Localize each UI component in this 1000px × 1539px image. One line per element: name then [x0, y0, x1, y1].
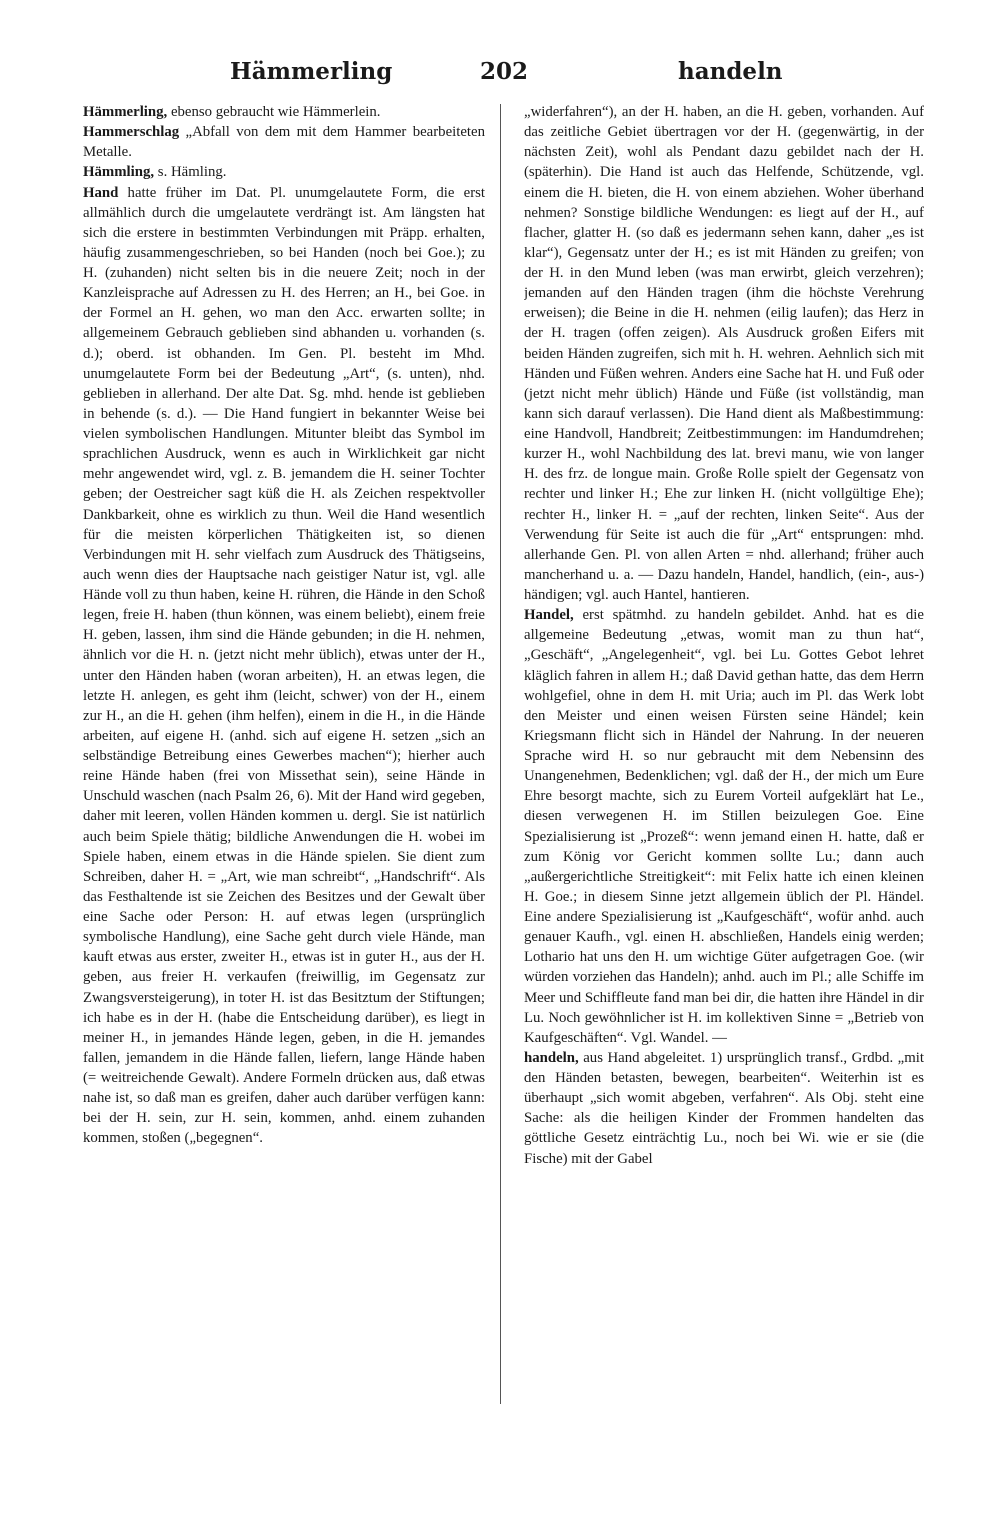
page-number: 202	[480, 58, 529, 85]
header-left-catchword: Hämmerling	[230, 58, 393, 85]
header-right-catchword: handeln	[678, 58, 783, 85]
dictionary-entry	[83, 122, 485, 162]
dictionary-entry	[524, 605, 924, 1048]
entry-lemma: Handel,	[524, 607, 574, 624]
entry-lemma: Hammerschlag	[83, 124, 180, 141]
column-divider	[500, 104, 501, 1404]
dictionary-entry	[524, 1048, 924, 1169]
entry-text: aus Hand abgeleitet. 1) ursprünglich transf., Grdbd. „mit den Händen betasten, bewegen, bearbeiten“. Weiterhin ist es überhaupt „sich womit abgeben, verfahren“. Als Obj. steht eine Sache: als die heiligen Kinder der Frommen handelten das göttliche Gesetz einträchtig Lu., noch bei Wi. wie er sie (die Fische) mit der Gabel	[524, 1049, 924, 1167]
entry-lemma: handeln,	[524, 1049, 579, 1066]
entry-lemma: Hand	[83, 184, 119, 201]
page-header	[80, 58, 940, 98]
entry-text: ebenso gebraucht wie Hämmerlein.	[167, 104, 381, 120]
dictionary-entry	[83, 183, 485, 1149]
left-column	[83, 102, 485, 1412]
dictionary-entry-continuation	[524, 102, 924, 605]
entry-text: „widerfahren“), an der H. haben, an die H. geben, vorhanden. Auf das zeitliche Gebiet übertragen vor der H. (gegenwärtig, in der nächsten Zeit), wohl als Pendant dazu gebildet nach der H. (späterhin). Die Hand ist auch das Helfende, Schützende, vgl. einem die H. bieten, die H. von einem abziehen. Woher überhand nehmen? Sonstige bildliche Wendungen: es liegt auf der H., auf flacher, glatter H. (so daß es jedermann sehen kann, daher „es ist klar“), Gegensatz unter der H.; es ist mit Händen zu greifen; von der H. in den Mund leben (was man erwirbt, gleich verzehren); jemanden auf den Händen tragen (ihm die höchste Verehrung erweisen); die Beine in die H. nehmen (eilig laufen); das Herz in der H. tragen (offen zeigen). Als Ausdruck großen Eifers mit beiden Händen zugreifen, sich mit h. H. wehren. Aehnlich sich mit Händen und Füßen wehren. Anders eine Sache hat H. und Fuß oder (jetzt nicht mehr üblich) Hände und Füße (ist vollständig, man kann sich darauf verlassen). Die Hand dient als Maßbestimmung: eine Handvoll, Handbreit; Zeitbestimmungen: im Handumdrehen; kurzer H., wohl Nachbildung des lat. brevi manu, wie von langer H. des frz. de longue main. Große Rolle spielt der Gegensatz von rechter und linker H.; Ehe zur linken H. (nicht vollgültige Ehe); rechter H., linker H. = „auf der rechten, linken Seite“. Aus der Verwendung für Seite ist auch die für „Art“ entsprungen: mhd. allerhande Gen. Pl. von allen Arten = nhd. allerhand; früher auch mancherhand u. a. — Dazu handeln, Handel, handlich, (ein-, aus-) händigen; vgl. auch Hantel, hantieren.	[524, 104, 924, 603]
entry-text: erst spätmhd. zu handeln gebildet. Anhd. hat es die allgemeine Bedeutung „etwas, womit man zu thun hat“, „Geschäft“, „Angelegenheit“, vgl. bei Lu. Gottes Gebot lehret kläglich fahren in allem H.; daß David gethan hatte, das dem Herrn wohlgefiel, ohne in dem H. mit Uria; auch im Pl. das Werk lobt den Meister und einen weisen Fürsten seine Händel; kein Kriegsmann flicht sich in Händel der Nahrung. In der neueren Sprache wird H. so nur gebraucht mit dem Nebensinn des Unangenehmen, Bedenklichen; vgl. daß der H., der mich um Eure Ehre besorgt machte, sich zu Eurem Vorteil aufgeklärt hat Le., diesen verwegenen H. im Stillen beizulegen Goe. Eine Spezialisierung ist „Prozeß“: wenn jemand einen H. hatte, daß er zum König vor Gericht kommen sollte Lu.; dann auch „außergerichtliche Streitigkeit“: mit Felix hatte ich einen kleinen H. Goe.; in diesem Sinne jetzt allgemein üblich der Pl. Händel. Eine andere Spezialisierung ist „Kaufgeschäft“, wofür anhd. auch genauer Kaufh., vgl. einen H. abschließen, Handels einig werden; Lothario hat uns den H. um wichtige Güter aufgetragen Goe. (wir würden vorziehen das Handeln); anhd. auch im Pl.; alle Schiffe im Meer und Schiffleute fand man bei dir, die hatten ihre Händel in dir Lu. Noch gewöhnlicher ist H. im kollektiven Sinne = „Betrieb von Kaufgeschäften“. Vgl. Wandel. —	[524, 607, 924, 1046]
dictionary-entry	[83, 102, 485, 122]
entry-text: „Abfall von dem mit dem Hammer bearbeiteten Metalle.	[83, 124, 485, 161]
entry-text: hatte früher im Dat. Pl. unumgelautete Form, die erst allmählich durch die umgelautete verdrängt ist. Am längsten hat sich die erstere in bestimmten Verbindungen mit Präpp. erhalten, häufig zusammengeschrieben, so bei Handen (noch bei Goe.); zu H. (zuhanden) nicht selten bis in die neuere Zeit; noch in der Kanzleisprache auf Adressen zu H. des Herren; an H., bei Goe. in der Formel an H. gehen, wo man den Acc. erwarten sollte; in allgemeinem Gebrauch geblieben sind abhanden u. vorhanden (s. d.); oberd. ist obhanden. Im Gen. Pl. besteht im Mhd. unumgelautete Form bei der Bedeutung „Art“, (s. unten), nhd. geblieben in allerhand. Der alte Dat. Sg. mhd. hende ist geblieben in behende (s. d.). — Die Hand fungiert in bekannter Weise bei vielen symbolischen Handlungen. Mitunter bleibt das Symbol im sprachlichen Ausdruck, wenn es auch in Wirklichkeit gar nicht mehr angewendet wird, vgl. z. B. jemandem die H. seiner Tochter geben; der Oestreicher sagt küß die H. als Zeichen respektvoller Dankbarkeit, ohne es wirklich zu thun. Weil die Hand wesentlich für die meisten körperlichen Thätigkeiten ist, so dienen Verbindungen mit H. sehr vielfach zum Ausdruck des Thätigseins, auch wenn dies der Hauptsache nach geistiger Natur ist, vgl. alle Hände voll zu thun haben, keine H. rühren, die Hände in den Schoß legen, freie H. haben (thun können, was einem beliebt), einem freie H. geben, lassen, ihm sind die Hände gebunden; in die H. nehmen, ähnlich vor die H. n. (jetzt nicht mehr üblich), etwas unter der H., unter den Händen haben (woran arbeiten), H. an etwas legen, die letzte H. anlegen, es geht ihm (leicht, schwer) von der H., einem zur H., an die H. gehen (ihm helfen), einem in die H., in die Hände arbeiten, auf eigene H. (anhd. sich auf eigene H. setzen „sich an selbständige Betreibung eines Gewerbes machen“); hierher auch reine Hände haben (frei von Missethat sein), seine Hände in Unschuld waschen (nach Psalm 26, 6). Mit der Hand wird gegeben, daher mit leeren, vollen Händen kommen u. dergl. Sie ist natürlich auch beim Spiele thätig; bildliche Anwendungen die H. wobei im Spiele haben, einem etwas in die Hände spielen. Sie dient zum Schreiben, daher H. = „Art, wie man schreibt“, „Handschrift“. Als das Festhaltende ist sie Zeichen des Besitzes und der Gewalt über eine Sache oder Person: H. auf etwas legen (ursprünglich symbolische Handlung), eine Sache geht durch viele Hände, man kauft etwas aus erster, zweiter H., etwas ist in guter H., aus der H. geben, aus freier H. verkaufen (freiwillig, im Gegensatz zur Zwangsversteigerung), in toter H. ist das Besitztum der Stiftungen; ich habe es in der H. (habe die Entscheidung darüber), es liegt in meiner H., in jemandes Hände legen, geben, in die H. jemandes fallen, jemandem in die Hände fallen, liefern, lange Hände haben (= weitreichende Gewalt). Andere Formeln drücken aus, daß etwas nahe ist, so daß man es greifen, daher auch darüber verfügen kann: bei der H. sein, zur H. sein, kommen, anhd. einem zuhanden kommen, stoßen („begegnen“.	[83, 184, 485, 1147]
dictionary-entry	[83, 162, 485, 182]
entry-text: s. Hämling.	[154, 164, 227, 181]
entry-lemma: Hämmling,	[83, 164, 155, 181]
entry-lemma: Hämmerling,	[83, 104, 168, 120]
right-column	[524, 102, 924, 1432]
